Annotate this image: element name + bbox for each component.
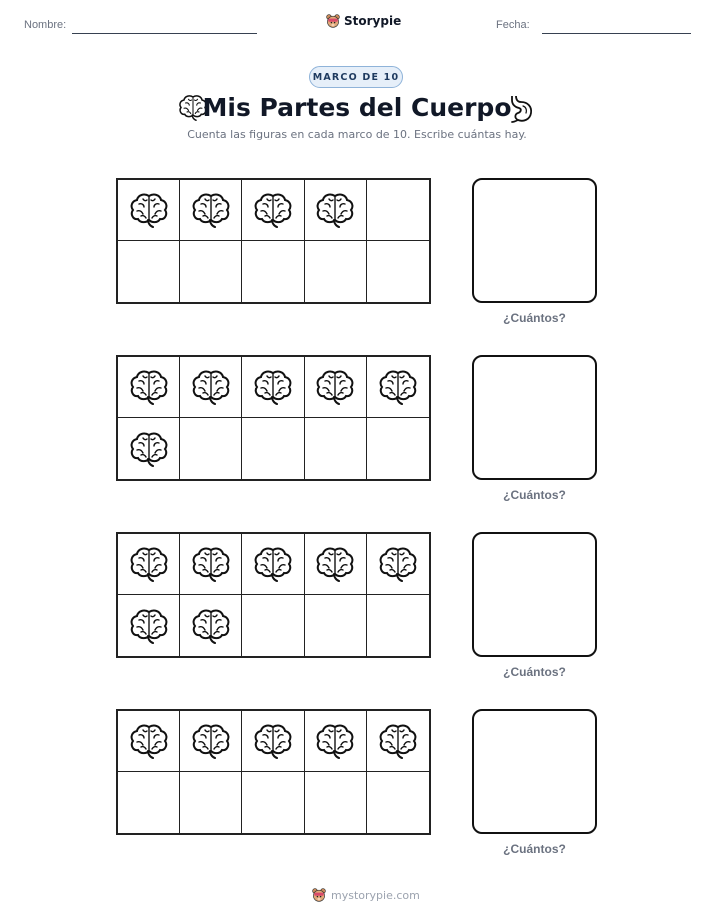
- ten-frame-cell: [180, 711, 242, 772]
- how-many-label: ¿Cuántos?: [503, 665, 566, 679]
- answer-box[interactable]: [472, 178, 597, 303]
- ten-frame-cell: [118, 418, 180, 479]
- brain-icon: [129, 723, 169, 759]
- brain-icon: [315, 546, 355, 582]
- ten-frame-cell: [118, 180, 180, 241]
- brain-icon: [129, 431, 169, 467]
- brain-icon: [378, 369, 418, 405]
- ten-frame-cell: [242, 595, 304, 656]
- storypie-bear-logo: [325, 13, 341, 29]
- brain-icon: [378, 723, 418, 759]
- brain-icon: [191, 608, 231, 644]
- ten-frame: [116, 709, 431, 835]
- ten-frame-cell: [367, 534, 429, 595]
- ten-frame-cell: [305, 180, 367, 241]
- brain-icon: [253, 723, 293, 759]
- ten-frame-cell: [118, 241, 180, 302]
- ten-frame-cell: [242, 418, 304, 479]
- brain-icon: [191, 192, 231, 228]
- ten-frame-cell: [305, 241, 367, 302]
- date-label: Fecha:: [496, 19, 530, 31]
- how-many-label: ¿Cuántos?: [503, 488, 566, 502]
- ten-frame-cell: [180, 241, 242, 302]
- ten-frame-cell: [305, 357, 367, 418]
- brain-icon: [253, 546, 293, 582]
- how-many-label: ¿Cuántos?: [503, 842, 566, 856]
- ten-frame: [116, 355, 431, 481]
- brain-icon: [315, 723, 355, 759]
- brain-icon: [129, 608, 169, 644]
- ten-frame-cell: [367, 772, 429, 833]
- brain-icon: [191, 723, 231, 759]
- ten-frame-cell: [242, 534, 304, 595]
- ten-frame-cell: [242, 711, 304, 772]
- ten-frame-cell: [242, 357, 304, 418]
- name-label: Nombre:: [24, 19, 67, 31]
- brand-logo: [325, 13, 401, 29]
- ten-frame-cell: [305, 595, 367, 656]
- ten-frame-cell: [118, 711, 180, 772]
- ten-frame-cell: [305, 711, 367, 772]
- brain-icon: [315, 192, 355, 228]
- ten-frame-cell: [367, 357, 429, 418]
- brain-icon: [315, 369, 355, 405]
- brain-icon: [253, 192, 293, 228]
- ten-frame-cell: [180, 595, 242, 656]
- ten-frame-cell: [180, 418, 242, 479]
- ten-frame-cell: [367, 241, 429, 302]
- ten-frame: [116, 178, 431, 304]
- brain-icon: [129, 546, 169, 582]
- brain-icon: [191, 546, 231, 582]
- ten-frame-cell: [180, 772, 242, 833]
- answer-box[interactable]: [472, 532, 597, 657]
- date-line[interactable]: [542, 33, 691, 34]
- ten-frame-cell: [242, 180, 304, 241]
- brain-icon: [129, 369, 169, 405]
- ten-frame-cell: [118, 595, 180, 656]
- ten-frame-cell: [367, 711, 429, 772]
- brain-icon: [129, 192, 169, 228]
- worksheet-badge: MARCO DE 10: [309, 66, 403, 88]
- footer-url: mystorypie.com: [331, 888, 420, 902]
- how-many-label: ¿Cuántos?: [503, 311, 566, 325]
- page-title: Mis Partes del Cuerpo: [202, 93, 512, 122]
- brand-name: Storypie: [344, 14, 402, 28]
- storypie-bear-logo: [311, 887, 327, 903]
- ten-frame-cell: [305, 772, 367, 833]
- ten-frame-cell: [118, 357, 180, 418]
- footer: [311, 887, 420, 903]
- ten-frame-cell: [118, 534, 180, 595]
- answer-box[interactable]: [472, 709, 597, 834]
- ten-frame-cell: [305, 534, 367, 595]
- stomach-icon: [508, 94, 534, 124]
- ten-frame-cell: [118, 772, 180, 833]
- brain-icon: [191, 369, 231, 405]
- ten-frame-cell: [242, 241, 304, 302]
- ten-frame-cell: [305, 418, 367, 479]
- brain-icon: [253, 369, 293, 405]
- ten-frame-cell: [367, 595, 429, 656]
- ten-frame: [116, 532, 431, 658]
- title-row: [0, 90, 714, 126]
- answer-box[interactable]: [472, 355, 597, 480]
- name-line[interactable]: [72, 33, 257, 34]
- ten-frame-cell: [180, 357, 242, 418]
- instructions: Cuenta las figuras en cada marco de 10. Escribe cuántas hay.: [187, 128, 527, 141]
- ten-frame-cell: [180, 534, 242, 595]
- ten-frame-cell: [367, 418, 429, 479]
- ten-frame-cell: [367, 180, 429, 241]
- brain-icon: [378, 546, 418, 582]
- ten-frame-cell: [180, 180, 242, 241]
- ten-frame-cell: [242, 772, 304, 833]
